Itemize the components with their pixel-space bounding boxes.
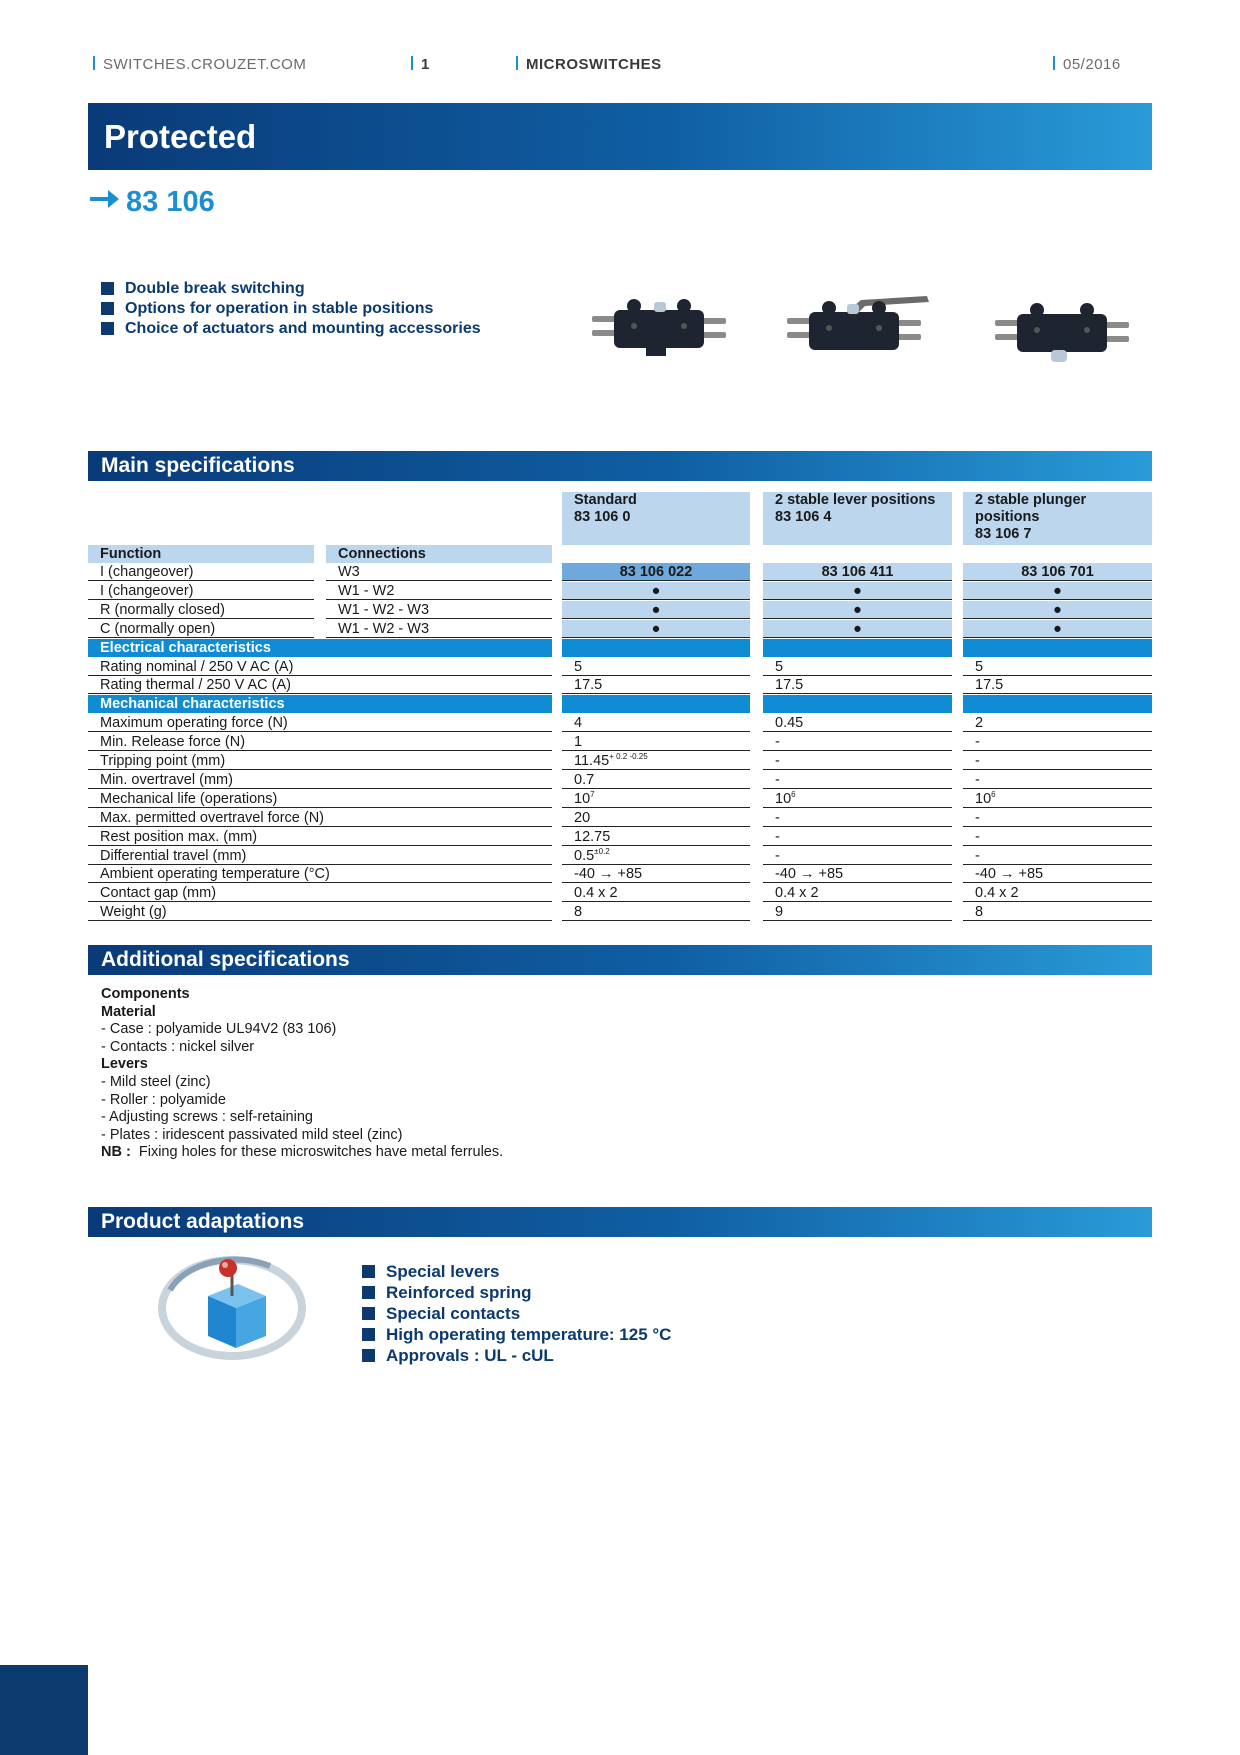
nb-note: NB : Fixing holes for these microswitches have metal ferrules. — [101, 1144, 504, 1161]
spec-value: 20 — [562, 809, 750, 827]
list-item: Approvals : UL - cUL — [362, 1345, 671, 1366]
square-bullet-icon — [101, 282, 114, 295]
components-heading: Components — [101, 986, 190, 1002]
connections-header: Connections — [326, 545, 552, 563]
spec-value: 5 — [562, 658, 750, 676]
arrow-right-icon — [88, 186, 120, 219]
spec-value: - — [763, 752, 952, 770]
spec-value: 0.4 x 2 — [963, 884, 1152, 902]
list-item: High operating temperature: 125 °C — [362, 1324, 671, 1345]
spec-value: 17.5 — [963, 676, 1152, 694]
spec-value: - — [963, 752, 1152, 770]
spec-value: 0.4 x 2 — [763, 884, 952, 902]
microswitch-lever-photo — [785, 292, 935, 366]
spec-value: - — [963, 733, 1152, 751]
lever-item: - Adjusting screws : self-retaining — [101, 1109, 313, 1126]
square-bullet-icon — [101, 322, 114, 335]
lever-item: - Roller : polyamide — [101, 1091, 226, 1108]
col-header-standard: Standard 83 106 0 — [562, 492, 750, 545]
spec-label: Rating thermal / 250 V AC (A) — [88, 676, 552, 694]
list-item: Reinforced spring — [362, 1282, 671, 1303]
reference-code: 83 106 411 — [763, 563, 952, 581]
spec-value: 2 — [963, 714, 1152, 732]
header-site[interactable]: SWITCHES.CROUZET.COM — [93, 56, 306, 73]
section-header: Electrical characteristics — [88, 639, 552, 657]
function-availability-dot: ● — [763, 620, 952, 638]
spec-value: 8 — [562, 903, 750, 921]
microswitch-standard-photo — [590, 296, 730, 366]
square-bullet-icon — [362, 1307, 375, 1320]
model-heading — [88, 186, 215, 219]
reference-code: 83 106 022 — [562, 563, 750, 581]
spec-label: Tripping point (mm) — [88, 752, 552, 770]
spec-value: $0.5^{\pm 0.2}$ — [562, 847, 750, 865]
spec-value: - — [763, 809, 952, 827]
spec-value: 4 — [562, 714, 750, 732]
spec-value: $10^6$ — [963, 790, 1152, 808]
spec-value: 0.4 x 2 — [562, 884, 750, 902]
col-header-lever: 2 stable lever positions 83 106 4 — [763, 492, 952, 545]
header-category: MICROSWITCHES — [516, 56, 662, 73]
square-bullet-icon — [362, 1265, 375, 1278]
spec-label: Max. permitted overtravel force (N) — [88, 809, 552, 827]
list-item: Double break switching — [101, 279, 481, 299]
function-availability-dot: ● — [562, 620, 750, 638]
material-heading: Material — [101, 1003, 156, 1020]
function-availability-dot: ● — [963, 582, 1152, 600]
spec-value: - — [963, 771, 1152, 789]
section-header: Mechanical characteristics — [88, 695, 552, 713]
spec-label: Contact gap (mm) — [88, 884, 552, 902]
spec-value: 5 — [763, 658, 952, 676]
function-label: I (changeover) — [88, 563, 314, 581]
spec-label: Min. overtravel (mm) — [88, 771, 552, 789]
spec-value: -40 → +85 — [963, 865, 1152, 883]
spec-value: - — [763, 733, 952, 751]
connection-label: W1 - W2 — [326, 582, 552, 600]
connection-label: W1 - W2 - W3 — [326, 620, 552, 638]
spec-value: - — [963, 847, 1152, 865]
col-header-plunger: 2 stable plunger positions 83 106 7 — [963, 492, 1152, 545]
adaptation-list — [362, 1261, 671, 1366]
additional-specs-heading: Additional specifications — [88, 945, 1152, 975]
square-bullet-icon — [101, 302, 114, 315]
spec-value: -40 → +85 — [763, 865, 952, 883]
spec-value: 9 — [763, 903, 952, 921]
section-header-fill — [963, 639, 1152, 657]
lever-item: - Mild steel (zinc) — [101, 1073, 211, 1090]
microswitch-plunger-photo — [993, 300, 1133, 374]
spec-value: - — [763, 771, 952, 789]
function-label: I (changeover) — [88, 582, 314, 600]
list-item: Special contacts — [362, 1303, 671, 1324]
spec-label: Mechanical life (operations) — [88, 790, 552, 808]
spec-value: 1 — [562, 733, 750, 751]
function-availability-dot: ● — [763, 582, 952, 600]
model-number: 83 106 — [126, 186, 215, 218]
connection-label: W3 — [326, 563, 552, 581]
material-item: - Case : polyamide UL94V2 (83 106) — [101, 1021, 337, 1038]
reference-code: 83 106 701 — [963, 563, 1152, 581]
spec-value: - — [763, 828, 952, 846]
function-availability-dot: ● — [763, 601, 952, 619]
additional-specs-body — [101, 986, 503, 1162]
section-header-fill — [963, 695, 1152, 713]
section-header-fill — [763, 695, 952, 713]
list-item: Options for operation in stable positions — [101, 299, 481, 319]
spec-label: Min. Release force (N) — [88, 733, 552, 751]
connection-label: W1 - W2 - W3 — [326, 601, 552, 619]
spec-value: - — [763, 847, 952, 865]
spec-value: 0.7 — [562, 771, 750, 789]
page-title: Protected — [88, 103, 1152, 170]
spec-value: - — [963, 828, 1152, 846]
section-header-fill — [763, 639, 952, 657]
function-availability-dot: ● — [963, 601, 1152, 619]
material-item: - Contacts : nickel silver — [101, 1038, 255, 1055]
function-label: R (normally closed) — [88, 601, 314, 619]
square-bullet-icon — [362, 1286, 375, 1299]
product-adaptations-heading: Product adaptations — [88, 1207, 1152, 1237]
spec-label: Rating nominal / 250 V AC (A) — [88, 658, 552, 676]
spec-value: 5 — [963, 658, 1152, 676]
header-date: 05/2016 — [1053, 56, 1121, 73]
spec-label: Maximum operating force (N) — [88, 714, 552, 732]
function-availability-dot: ● — [562, 601, 750, 619]
spec-value: 17.5 — [763, 676, 952, 694]
square-bullet-icon — [362, 1349, 375, 1362]
spec-value: $10^6$ — [763, 790, 952, 808]
function-header: Function — [88, 545, 314, 563]
function-label: C (normally open) — [88, 620, 314, 638]
spec-value: -40 → +85 — [562, 865, 750, 883]
footer-block — [0, 1665, 88, 1755]
levers-heading: Levers — [101, 1056, 148, 1073]
spec-label: Rest position max. (mm) — [88, 828, 552, 846]
feature-list — [101, 279, 481, 339]
header-page: 1 — [411, 56, 430, 73]
spec-label: Differential travel (mm) — [88, 847, 552, 865]
section-header-fill — [562, 639, 750, 657]
adaptation-cube-icon — [150, 1250, 310, 1362]
section-header-fill — [562, 695, 750, 713]
spec-value: 17.5 — [562, 676, 750, 694]
spec-label: Weight (g) — [88, 903, 552, 921]
lever-item: - Plates : iridescent passivated mild steel (zinc) — [101, 1126, 403, 1143]
spec-value: - — [963, 809, 1152, 827]
list-item: Special levers — [362, 1261, 671, 1282]
spec-value: $10^7$ — [562, 790, 750, 808]
spec-value: $11.45^{+ 0.2 -0.25}$ — [562, 752, 750, 770]
square-bullet-icon — [362, 1328, 375, 1341]
spec-value: 12.75 — [562, 828, 750, 846]
function-availability-dot: ● — [562, 582, 750, 600]
spec-label: Ambient operating temperature (°C) — [88, 865, 552, 883]
list-item: Choice of actuators and mounting accessories — [101, 319, 481, 339]
spec-value: 0.45 — [763, 714, 952, 732]
function-availability-dot: ● — [963, 620, 1152, 638]
spec-value: 8 — [963, 903, 1152, 921]
main-specs-heading: Main specifications — [88, 451, 1152, 481]
